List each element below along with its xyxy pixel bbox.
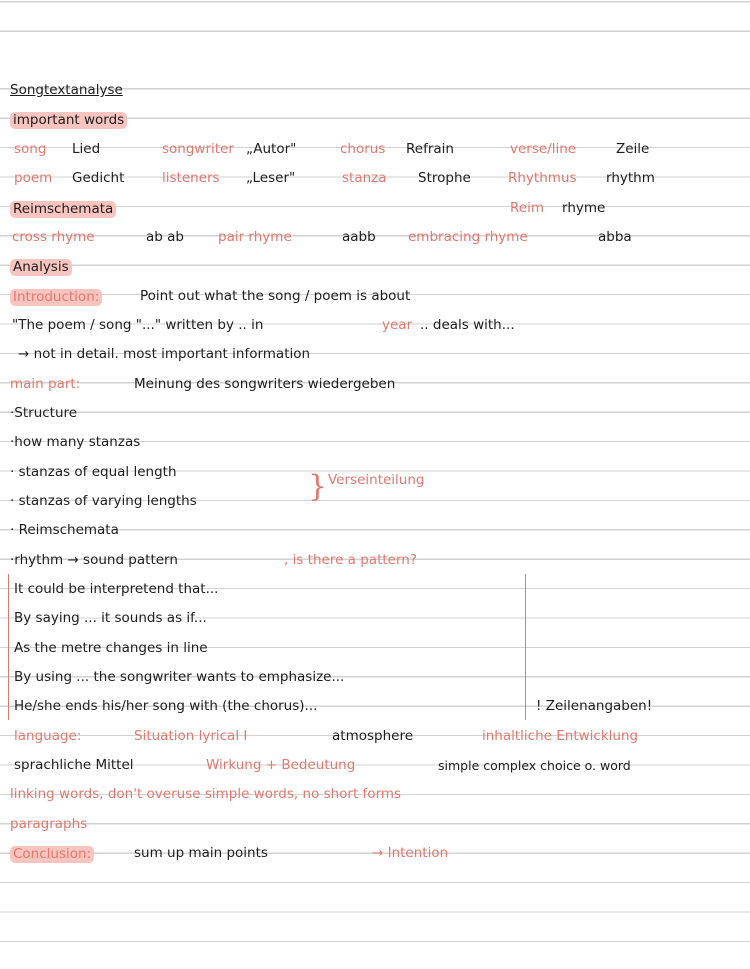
intro-note: → not in detail. most important information	[18, 346, 311, 362]
varying-length-item: · stanzas of varying lengths	[10, 493, 197, 509]
vocab-song-en: song	[14, 141, 47, 157]
conclusion-line	[10, 839, 748, 868]
reimschemata-line	[10, 194, 748, 223]
phrase-5: He/she ends his/her song with (the chorus)...	[14, 698, 318, 714]
cross-rhyme-pattern: ab ab	[146, 229, 184, 245]
intro-line-3	[10, 340, 748, 369]
cross-rhyme: cross rhyme	[12, 229, 95, 245]
vocab-chorus-de: Refrain	[406, 141, 454, 157]
vocab-song-de: Lied	[72, 141, 101, 157]
language-line-2	[10, 751, 748, 780]
pair-rhyme: pair rhyme	[218, 229, 292, 245]
vocab-poem-en: poem	[14, 170, 53, 186]
phrase-line-3	[10, 634, 748, 663]
vocab-songwriter-de: „Autor"	[246, 141, 297, 157]
conclusion-intention: → Intention	[372, 845, 449, 861]
structure-line	[10, 399, 748, 428]
analysis-line	[10, 252, 748, 281]
vocab-verse-en: verse/line	[510, 141, 577, 157]
verseinteilung-note: Verseinteilung	[328, 472, 425, 488]
intro-line	[10, 282, 748, 311]
equal-length-line	[10, 458, 748, 487]
conclusion-text: sum up main points	[134, 845, 268, 861]
analysis-heading: Analysis	[10, 259, 72, 276]
pair-rhyme-pattern: aabb	[342, 229, 376, 245]
introduction-text: Point out what the song / poem is about	[140, 288, 411, 304]
introduction-label: Introduction:	[10, 289, 102, 306]
intro-phrase-b: .. deals with...	[420, 317, 515, 333]
stanzas-count-line	[10, 428, 748, 457]
rhyme-schemes-line	[10, 223, 748, 252]
structure-item: ·Structure	[10, 405, 78, 421]
varying-length-line	[10, 487, 748, 516]
vocab-listeners-en: listeners	[162, 170, 220, 186]
vocab-stanza-en: stanza	[342, 170, 387, 186]
vocab-line-1	[10, 135, 748, 164]
title-line	[10, 76, 748, 105]
phrase-line-5	[10, 692, 748, 721]
phrase-line-2	[10, 604, 748, 633]
vocab-chorus-en: chorus	[340, 141, 386, 157]
language-line	[10, 722, 748, 751]
rhythm-item: ·rhythm → sound pattern	[10, 552, 178, 568]
conclusion-label: Conclusion:	[10, 846, 94, 863]
important-words-line	[10, 105, 748, 134]
vocab-reim-de: Reim	[510, 200, 544, 216]
language-development: inhaltliche Entwicklung	[482, 728, 639, 744]
main-part-text: Meinung des songwriters wiedergeben	[134, 376, 396, 392]
vocab-poem-de: Gedicht	[72, 170, 125, 186]
phrase-3: As the metre changes in line	[14, 640, 208, 656]
important-words-heading: important words	[10, 112, 127, 129]
vocab-reim-en: rhyme	[562, 200, 606, 216]
intro-phrase-a: "The poem / song "..." written by .. in	[12, 317, 264, 333]
intro-line-2	[10, 311, 748, 340]
language-line-4	[10, 810, 748, 839]
language-choice: simple complex choice o. word	[438, 758, 631, 773]
language-linking-words: linking words, don't overuse simple words, no short forms	[10, 786, 402, 802]
vocab-stanza-de: Strophe	[418, 170, 471, 186]
vocab-listeners-de: „Leser"	[246, 170, 296, 186]
language-line-3	[10, 780, 748, 809]
vocab-verse-de: Zeile	[616, 141, 650, 157]
intro-year: year	[382, 317, 413, 333]
language-situation: Situation lyrical I	[134, 728, 248, 744]
language-wirkung: Wirkung + Bedeutung	[206, 757, 356, 773]
main-part-label: main part:	[10, 376, 81, 392]
rhythm-question: , is there a pattern?	[284, 552, 417, 568]
embracing-rhyme: embracing rhyme	[408, 229, 528, 245]
equal-length-item: · stanzas of equal length	[10, 464, 177, 480]
reimschemata-item-line	[10, 516, 748, 545]
language-label: language:	[14, 728, 82, 744]
vocab-songwriter-en: songwriter	[162, 141, 234, 157]
page-title: Songtextanalyse	[10, 82, 123, 98]
stanzas-count-item: ·how many stanzas	[10, 434, 141, 450]
vocab-rhythm-de: Rhythmus	[508, 170, 577, 186]
phrase-1: It could be interpretend that...	[14, 581, 219, 597]
phrase-4: By using ... the songwriter wants to emphasize...	[14, 669, 345, 685]
phrase-line-1	[10, 575, 748, 604]
vocab-line-2	[10, 164, 748, 193]
phrase-2: By saying ... it sounds as if...	[14, 610, 207, 626]
vocab-rhythm-en: rhythm	[606, 170, 655, 186]
language-atmosphere: atmosphere	[332, 728, 413, 744]
reimschemata-item: · Reimschemata	[10, 522, 119, 538]
language-sprachliche-mittel: sprachliche Mittel	[14, 757, 134, 773]
language-paragraphs: paragraphs	[10, 816, 88, 832]
zeilenangaben-note: ! Zeilenangaben!	[536, 698, 653, 714]
curly-brace-icon: }	[308, 469, 328, 504]
rhythm-line	[10, 546, 748, 575]
reimschemata-heading: Reimschemata	[10, 201, 116, 218]
main-part-line	[10, 370, 748, 399]
embracing-rhyme-pattern: abba	[598, 229, 632, 245]
phrase-line-4	[10, 663, 748, 692]
